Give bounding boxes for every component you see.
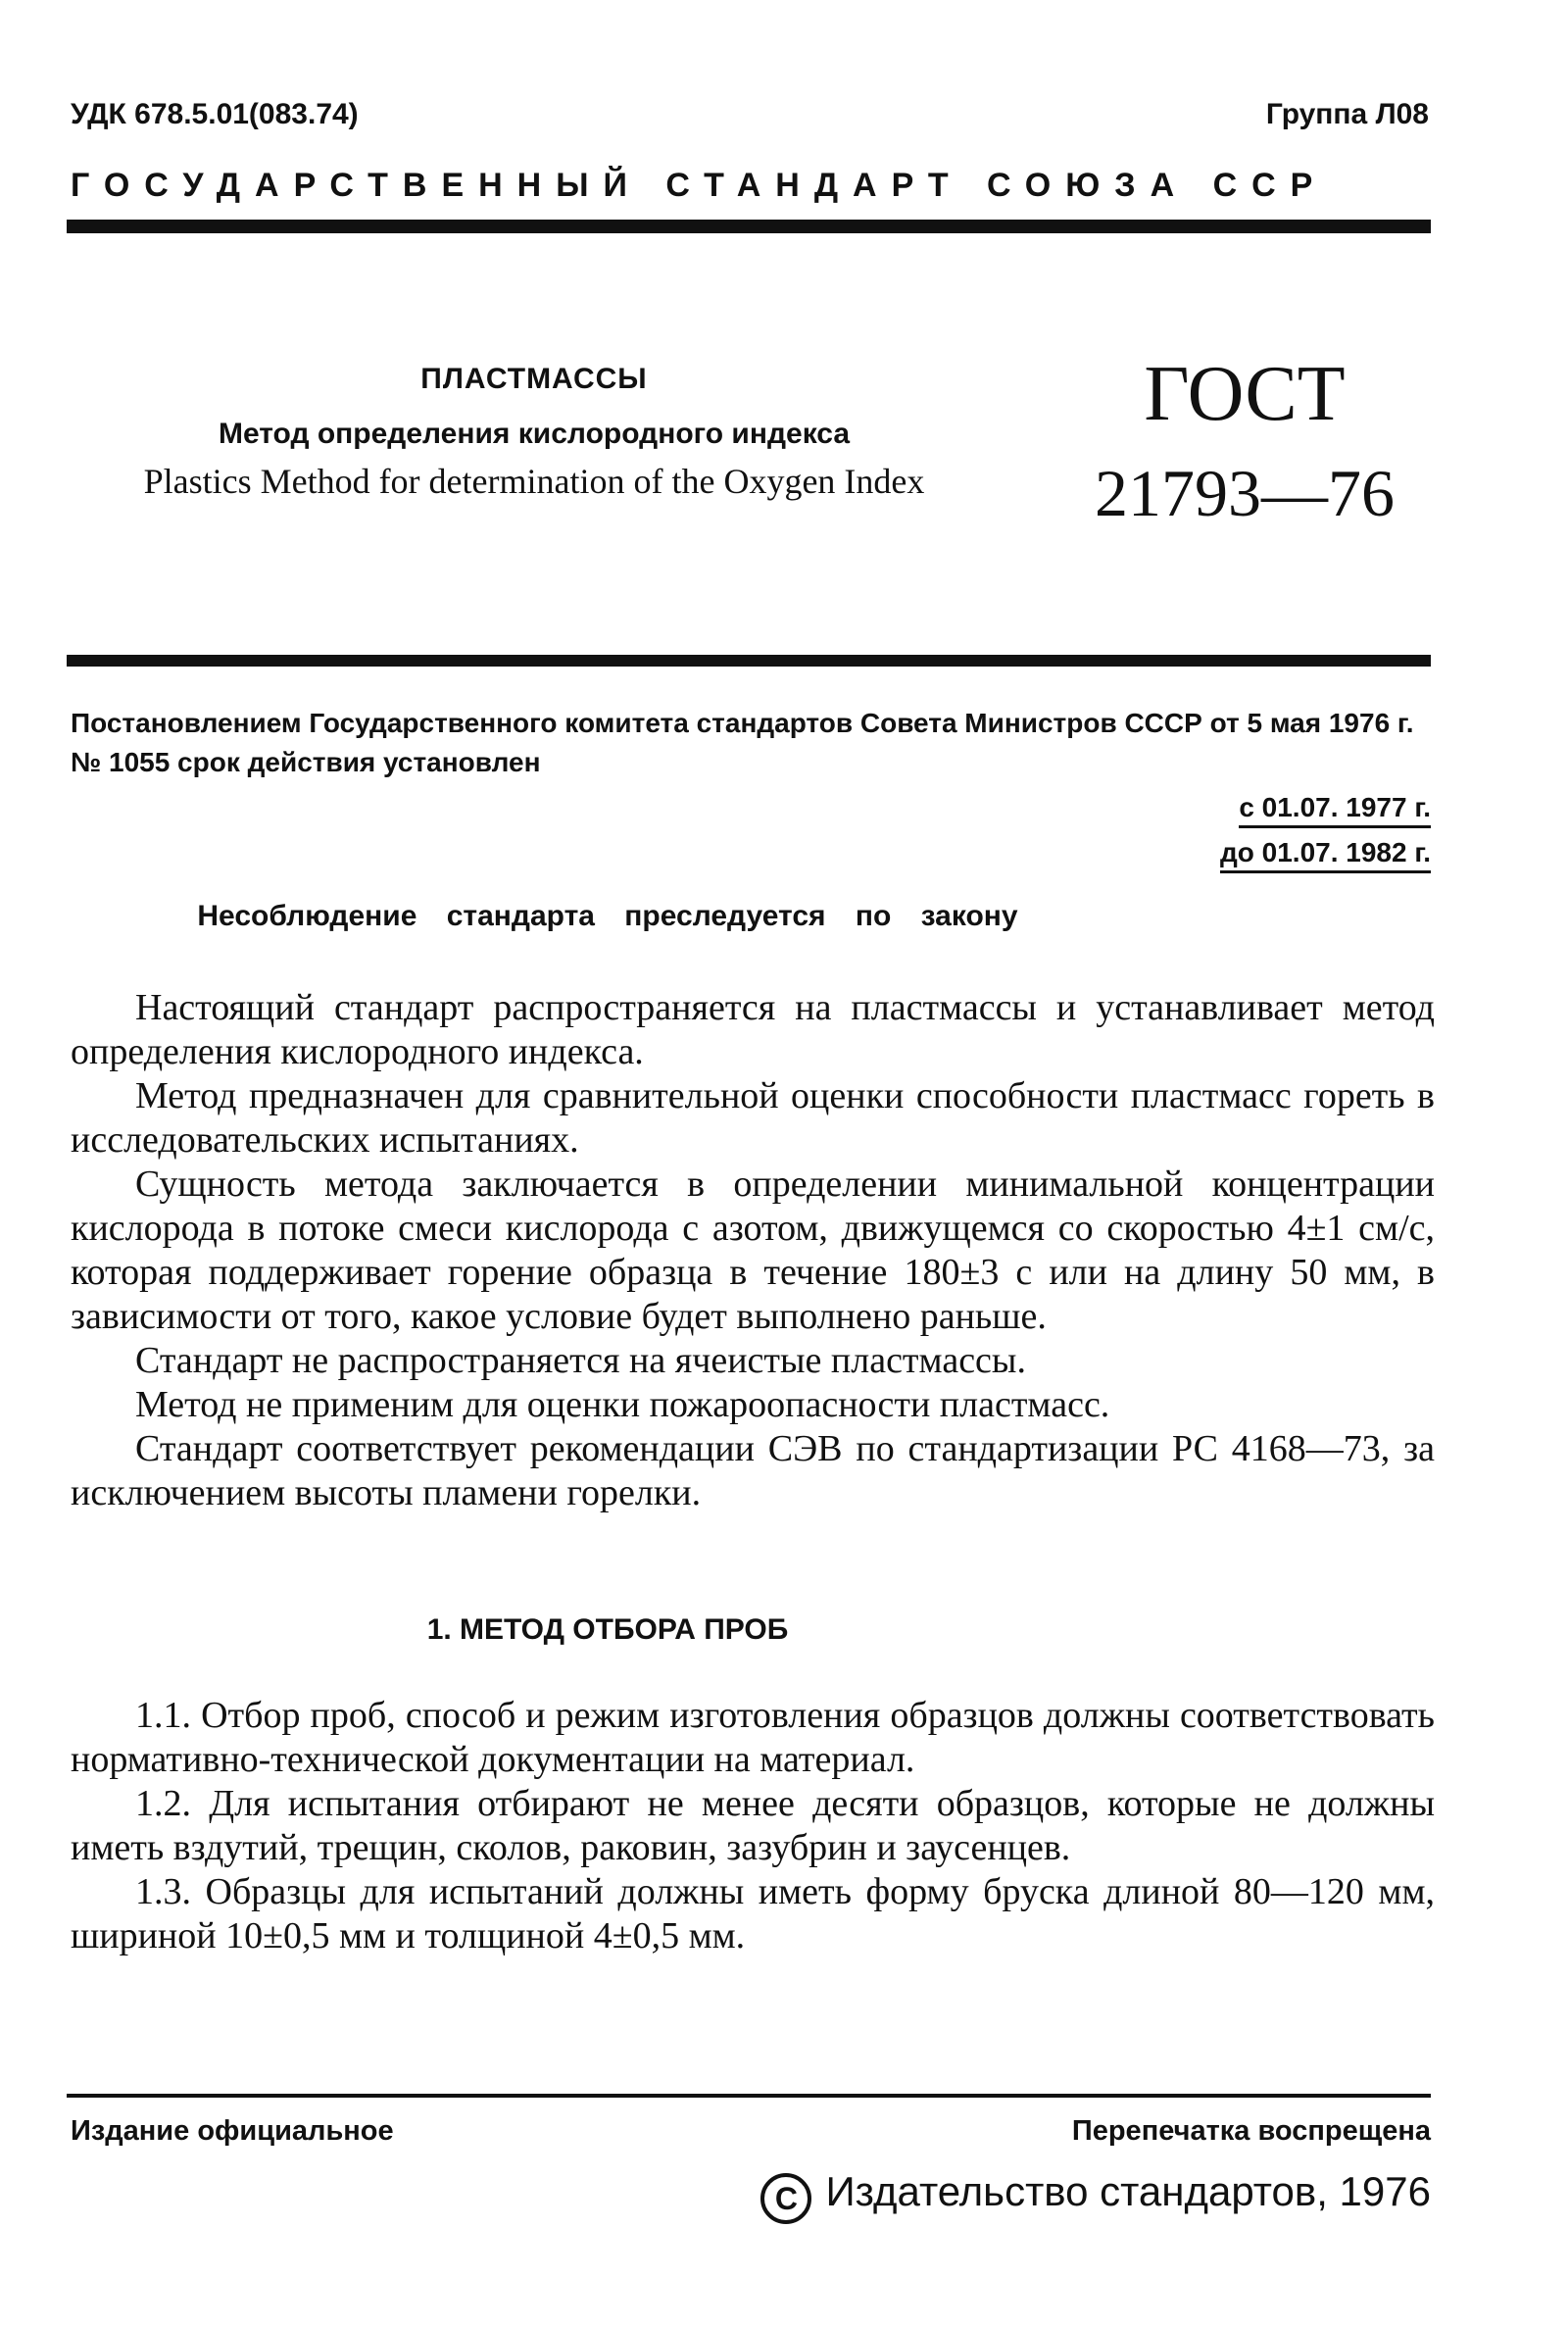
title-en: Plastics Method for determination of the Oxygen Index (143, 462, 925, 501)
clause-paragraph: 1.2. Для испытания отбирают не менее десяти образцов, которые не должны иметь вздутий, трещин, сколов, раковин, зазубрин и заусенцев. (71, 1783, 1435, 1868)
edition-note: Издание официальное (71, 2115, 394, 2147)
valid-from-date: с 01.07. 1977 г. (1239, 792, 1431, 828)
copyright-icon: C (760, 2173, 811, 2224)
introduction (71, 986, 1435, 1515)
bottom-rule (67, 2094, 1431, 2098)
clause-paragraph: 1.1. Отбор проб, способ и режим изготовления образцов должны соответствовать нормативно-технической документации на материал. (71, 1695, 1435, 1780)
top-rule (67, 220, 1431, 233)
copyright-line (760, 2168, 1431, 2224)
gost-number: 21793—76 (1095, 456, 1395, 530)
state-standard-banner: ГОСУДАРСТВЕННЫЙ СТАНДАРТ СОЮЗА ССР (71, 167, 1328, 204)
publisher-text: Издательство стандартов, 1976 (825, 2168, 1431, 2214)
valid-to-date: до 01.07. 1982 г. (1220, 837, 1431, 873)
gost-designation (1058, 353, 1431, 532)
legal-notice: Несоблюдение стандарта преследуется по закону (197, 900, 1018, 932)
intro-paragraph: Настоящий стандарт распространяется на пластмассы и устанавливает метод определения кислородного индекса. (71, 987, 1435, 1072)
section-1-body (71, 1694, 1435, 1958)
intro-paragraph: Сущность метода заключается в определении минимальной концентрации кислорода в потоке смеси кислорода с азотом, движущемся со скоростью 4±1 см/с, которая поддерживает горение образца в течение 180±3 с или на длину 50 мм, в зависимости от того, какое условие будет выполнено раньше. (71, 1164, 1435, 1337)
section-heading: 1. МЕТОД ОТБОРА ПРОБ (426, 1613, 789, 1646)
gost-label: ГОСТ (1144, 351, 1346, 437)
title-ru: ПЛАСТМАССЫ (420, 363, 648, 395)
middle-rule (67, 655, 1431, 667)
intro-paragraph: Метод не применим для оценки пожароопасности пластмасс. (135, 1384, 1110, 1425)
clause-paragraph: 1.3. Образцы для испытаний должны иметь форму бруска длиной 80—120 мм, шириной 10±0,5 мм и толщиной 4±0,5 мм. (71, 1871, 1435, 1956)
intro-paragraph: Стандарт не распространяется на ячеистые пластмассы. (135, 1340, 1026, 1381)
subtitle-ru: Метод определения кислородного индекса (218, 418, 851, 450)
intro-paragraph: Стандарт соответствует рекомендации СЭВ по стандартизации РС 4168—73, за исключением высоты пламени горелки. (71, 1428, 1435, 1513)
decree-text: Постановлением Государственного комитета стандартов Совета Министров СССР от 5 мая 1976 г. № 1055 срок действия установлен (71, 708, 1414, 777)
reprint-note: Перепечатка воспрещена (1071, 2115, 1431, 2147)
group-code: Группа Л08 (1265, 98, 1429, 130)
title-block (59, 363, 1009, 502)
udk-code: УДК 678.5.01(083.74) (71, 98, 359, 130)
intro-paragraph: Метод предназначен для сравнительной оценки способности пластмасс гореть в исследовательских испытаниях. (71, 1075, 1435, 1161)
